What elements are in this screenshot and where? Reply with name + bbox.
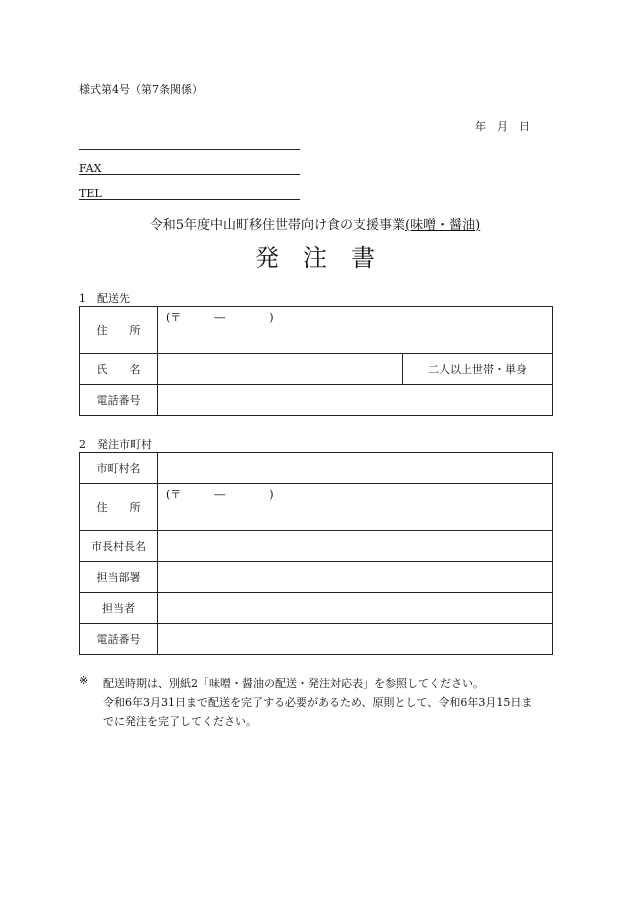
- phone-label: 電話番号: [80, 385, 158, 416]
- municipality-phone-label: 電話番号: [80, 624, 158, 655]
- municipality-address-field[interactable]: [158, 484, 553, 531]
- person-in-charge-field[interactable]: [158, 593, 553, 624]
- municipality-field[interactable]: [158, 453, 553, 484]
- document-subtitle: [0, 214, 630, 233]
- mayor-label: 市長村長名: [80, 531, 158, 562]
- municipality-postal-code-template: (〒 ― ): [166, 488, 274, 501]
- municipality-address-label: 住 所: [80, 484, 158, 531]
- name-label: 氏 名: [80, 354, 158, 385]
- address-field[interactable]: [158, 307, 553, 354]
- fax-label: FAX: [79, 162, 102, 175]
- tel-line[interactable]: [79, 199, 300, 200]
- date-field[interactable]: 年 月 日: [475, 120, 530, 133]
- ordering-municipality-table: [79, 452, 553, 655]
- note-text: [103, 674, 553, 731]
- phone-field[interactable]: [158, 385, 553, 416]
- subtitle-main: 令和5年度中山町移住世帯向け食の支援事業: [149, 218, 406, 233]
- section2-heading: 2 発注市町村: [79, 438, 152, 451]
- subtitle-underlined: (味噌・醤油): [405, 218, 481, 233]
- fax-line[interactable]: [79, 174, 300, 175]
- household-type-option[interactable]: 二人以上世帯・単身: [403, 354, 553, 385]
- note-line-2: 令和6年3月31日まで配送を完了する必要があるため、原則として、令和6年3月15日ま: [103, 696, 533, 709]
- tel-label: TEL: [79, 187, 102, 200]
- note-line-1: 配送時期は、別紙2「味噌・醤油の配送・発注対応表」を参照してください。: [103, 677, 484, 690]
- name-field[interactable]: [158, 354, 403, 385]
- page-title: 発 注 書: [255, 244, 375, 272]
- municipality-label: 市町村名: [80, 453, 158, 484]
- department-field[interactable]: [158, 562, 553, 593]
- mayor-field[interactable]: [158, 531, 553, 562]
- municipality-phone-field[interactable]: [158, 624, 553, 655]
- note-line-3: でに発注を完了してください。: [103, 715, 257, 728]
- sender-name-line[interactable]: [79, 149, 300, 150]
- department-label: 担当部署: [80, 562, 158, 593]
- form-number: 様式第4号（第7条関係）: [79, 83, 203, 96]
- postal-code-template: (〒 ― ): [166, 311, 274, 324]
- address-label: 住 所: [80, 307, 158, 354]
- person-in-charge-label: 担当者: [80, 593, 158, 624]
- section1-heading: 1 配送先: [79, 292, 130, 305]
- note-mark: ※: [79, 674, 89, 687]
- delivery-table: [79, 306, 553, 416]
